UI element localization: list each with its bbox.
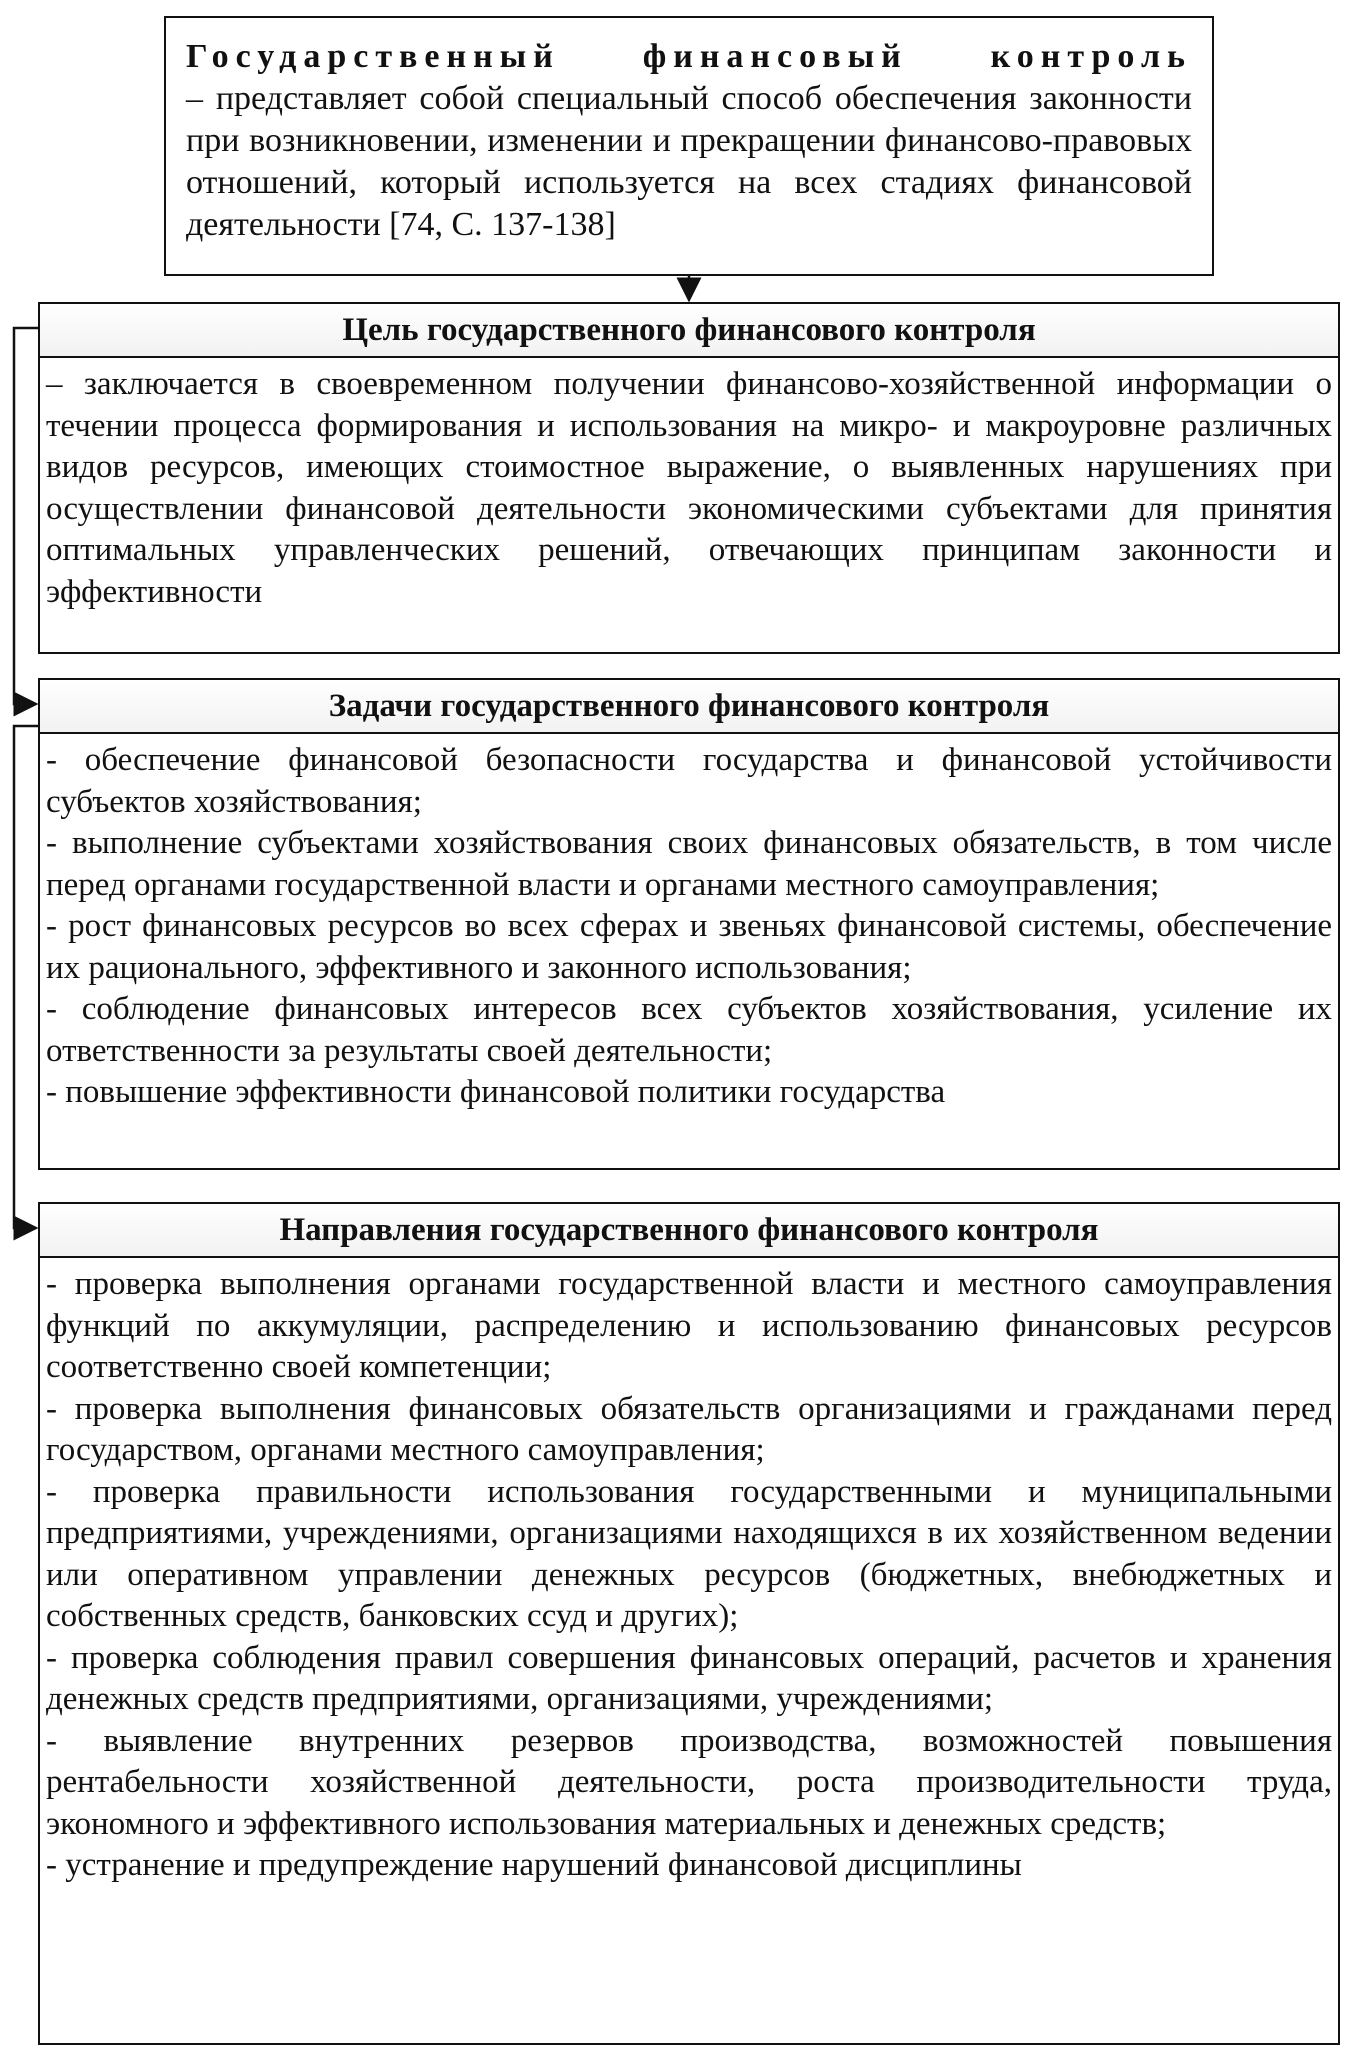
arrow-tasks-to-directions [14, 726, 38, 1228]
goal-text: – заключается в своевременном получении финансово-хозяйственной информации о течении процесса формирования и использования на микро- и макроуровне различных видов ресурсов, имеющих стоимостное выражение, о выявленных нарушениях при осуществлении финансовой деятельности экономическими субъектами для принятия оптимальных управленческих решений, отвечающих принципам законности и эффективности [46, 366, 1332, 610]
task-item: - соблюдение финансовых интересов всех субъектов хозяйствования, усиление их ответственности за результаты своей деятельности; [46, 991, 1332, 1069]
tasks-body [40, 734, 1338, 1120]
direction-item: - проверка выполнения органами государственной власти и местного самоуправления функций по аккумуляции, распределению и использованию финансовых ресурсов соответственно своей компетенции; [46, 1266, 1332, 1385]
task-item: - обеспечение финансовой безопасности государства и финансовой устойчивости субъектов хозяйствования; [46, 742, 1332, 820]
definition-box [164, 16, 1214, 276]
direction-item: - выявление внутренних резервов производства, возможностей повышения рентабельности хозяйственной деятельности, роста производительности труда, экономного и эффективного использования материальных и денежных средств; [46, 1722, 1332, 1842]
definition-title: Государственный финансовый контроль [186, 38, 1192, 75]
direction-item: - проверка правильности использования государственными и муниципальными предприятиями, учреждениями, организациями находящихся в их хозяйственном ведении или оперативном управлении денежных ресурсов (бюджетных, внебюджетных и собственных средств, банковских ссуд и других); [46, 1473, 1332, 1634]
definition-text: – представляет собой специальный способ обеспечения законности при возникновении, изменении и прекращении финансово-правовых отношений, который используется на всех стадиях финансовой деятельности [74, С. 137-138] [186, 80, 1192, 243]
goal-heading: Цель государственного финансового контроля [40, 304, 1338, 358]
tasks-heading: Задачи государственного финансового контроля [40, 680, 1338, 734]
direction-item: - проверка соблюдения правил совершения финансовых операций, расчетов и хранения денежных средств предприятиями, организациями, учреждениями; [46, 1639, 1332, 1717]
task-item: - повышение эффективности финансовой политики государства [46, 1074, 946, 1110]
goal-body [40, 358, 1338, 619]
direction-item: - устранение и предупреждение нарушений финансовой дисциплины [46, 1847, 1022, 1883]
directions-body [40, 1258, 1338, 1893]
direction-item: - проверка выполнения финансовых обязательств организациями и гражданами перед государством, органами местного самоуправления; [46, 1390, 1332, 1468]
task-item: - выполнение субъектами хозяйствования своих финансовых обязательств, в том числе перед органами государственной власти и органами местного самоуправления; [46, 825, 1332, 903]
directions-section [38, 1202, 1340, 2045]
tasks-section [38, 678, 1340, 1170]
task-item: - рост финансовых ресурсов во всех сферах и звеньях финансовой системы, обеспечение их рационального, эффективного и законного использования; [46, 908, 1332, 986]
goal-section [38, 302, 1340, 654]
directions-heading: Направления государственного финансового контроля [40, 1204, 1338, 1258]
arrow-goal-to-tasks [14, 328, 38, 704]
